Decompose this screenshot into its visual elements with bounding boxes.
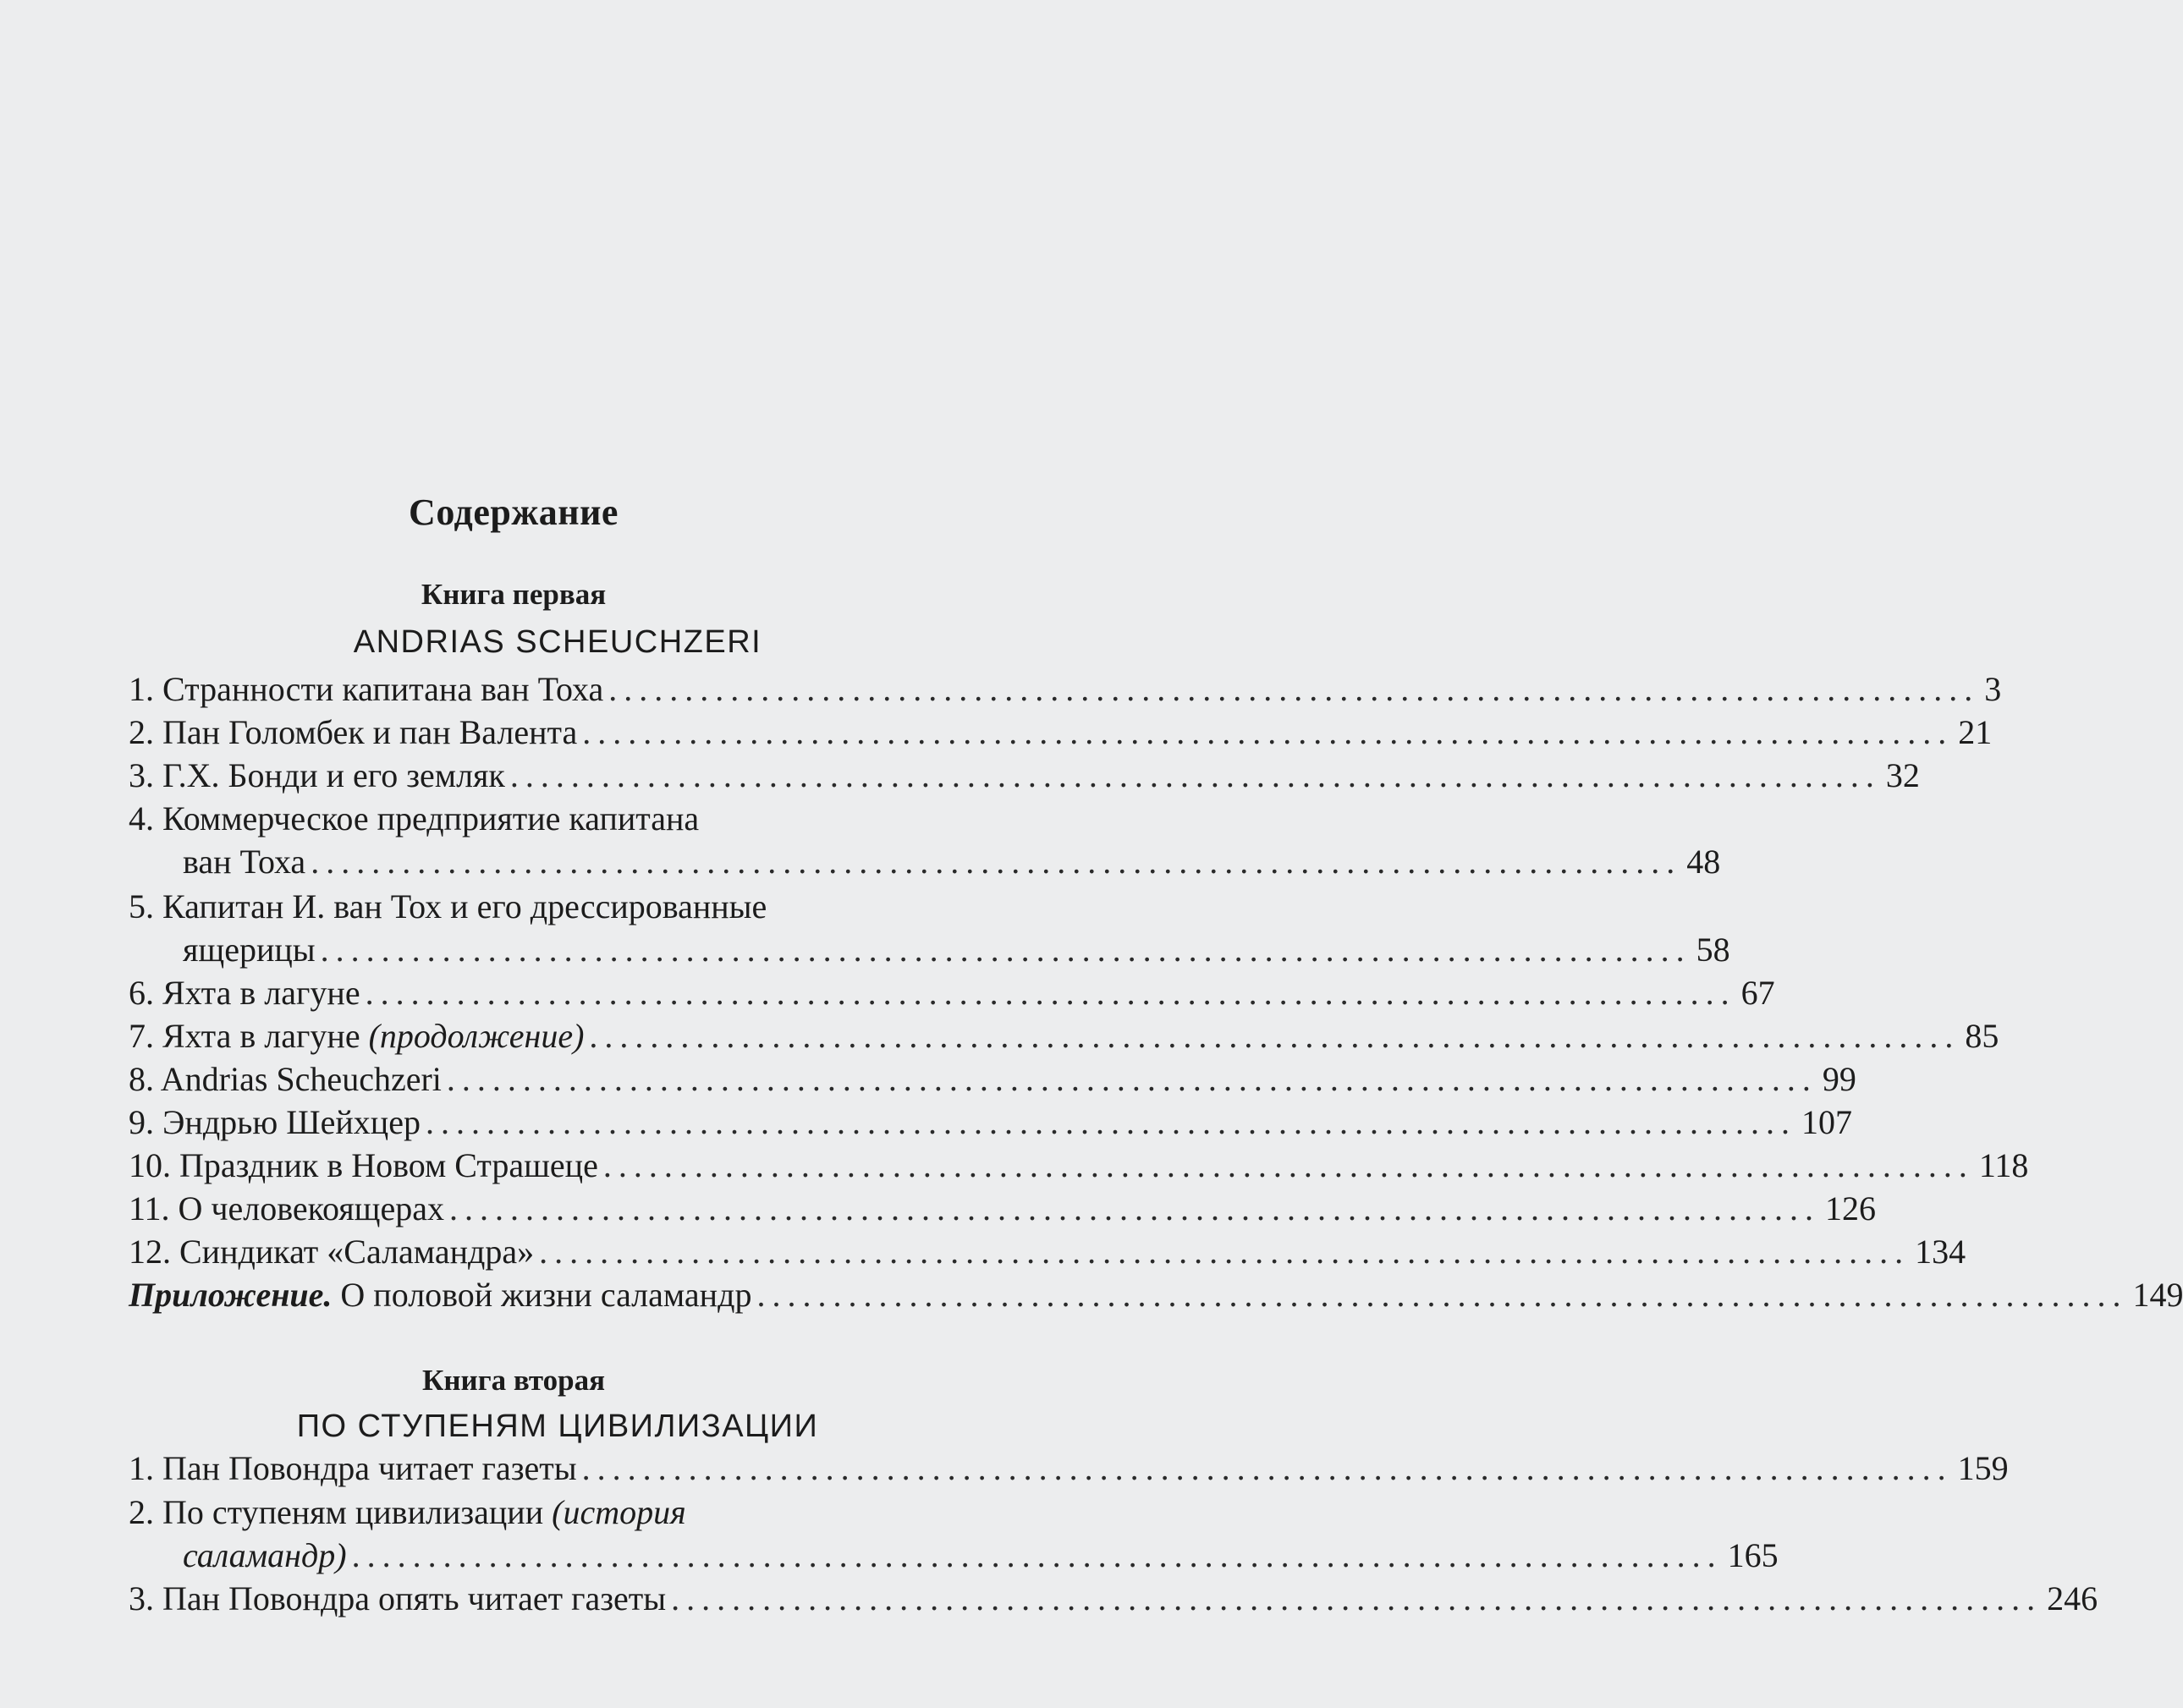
toc-entry: 8. Andrias Scheuchzeri .......................................................................................... 99 bbox=[129, 1060, 1856, 1098]
toc-entry: саламандр) .......................................................................................... 165 bbox=[183, 1536, 1779, 1574]
toc-entry: 6. Яхта в лагуне .......................................................................................... 67 bbox=[129, 974, 1775, 1012]
book2-title: ПО СТУПЕНЯМ ЦИВИЛИЗАЦИИ bbox=[296, 1409, 819, 1444]
toc-entry: 11. О человекоящерах .......................................................................................... 126 bbox=[129, 1189, 1876, 1227]
toc-entry-line1: 2. По ступеням цивилизации (история bbox=[129, 1493, 686, 1531]
toc-entry: 10. Праздник в Новом Страшеце .......................................................................................... 118 bbox=[129, 1146, 2029, 1184]
toc-entry: 1. Пан Повондра читает газеты .......................................................................................... 159 bbox=[129, 1449, 2009, 1487]
book1-title: ANDRIAS SCHEUCHZERI bbox=[353, 624, 762, 660]
book2-label: Книга вторая bbox=[421, 1364, 605, 1397]
toc-entry: 3. Пан Повондра опять читает газеты .......................................................................................... 246 bbox=[129, 1579, 2098, 1617]
toc-entry: ящерицы .......................................................................................... 58 bbox=[183, 931, 1730, 969]
toc-entry: 9. Эндрью Шейхцер .......................................................................................... 107 bbox=[129, 1103, 1852, 1141]
toc-entry: ван Тоха .......................................................................................... 48 bbox=[183, 843, 1721, 881]
toc-entry-appendix: Приложение. О половой жизни саламандр .......................................................................................... 149 bbox=[129, 1276, 2183, 1314]
toc-entry-line1: 4. Коммерческое предприятие капитана bbox=[129, 799, 700, 838]
toc-entry: 2. Пан Голомбек и пан Валента .......................................................................................... 21 bbox=[129, 713, 1993, 751]
toc-entry-line1: 5. Капитан И. ван Тох и его дрессированные bbox=[129, 887, 767, 925]
book1-label: Книга первая bbox=[421, 578, 607, 611]
toc-entry: 12. Синдикат «Саламандра» .......................................................................................... 134 bbox=[129, 1233, 1966, 1271]
toc-entry: 7. Яхта в лагуне (продолжение) .......................................................................................... 85 bbox=[129, 1017, 1999, 1055]
page-title: Содержание bbox=[409, 492, 619, 533]
toc-entry: 1. Странности капитана ван Тоха .......................................................................................... 3 bbox=[129, 670, 2002, 708]
toc-entry: 3. Г.Х. Бонди и его земляк .......................................................................................... 32 bbox=[129, 756, 1920, 794]
